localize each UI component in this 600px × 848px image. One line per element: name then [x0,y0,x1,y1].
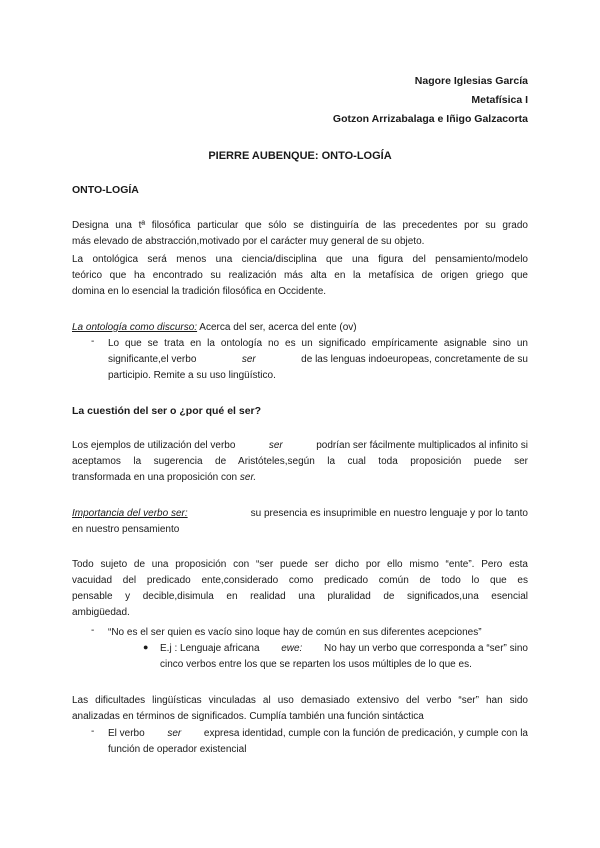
bullet-significante [108,336,528,384]
section-heading-ontologia: ONTO-LOGÍA [72,184,139,196]
text-line: ambigüedad. [72,607,130,618]
text-part: podrían ser fácilmente multiplicados al infinito si [316,440,528,451]
text-part: su presencia es insuprimible en nuestro lenguaje y por lo tanto [250,508,528,519]
bullet-verbo-ser [108,726,528,758]
paragraph-dificultades [72,693,528,725]
text-line [160,641,528,657]
page-title: PIERRE AUBENQUE: ONTO-LOGÍA [208,150,392,162]
text-part: No hay un verbo que corresponda a “ser” sino [323,643,528,654]
paragraph-ejemplos [72,438,528,486]
section-heading-cuestion: La cuestión del ser o ¿por qué el ser? [72,405,262,417]
dash-bullet: - [91,336,95,347]
text-part: E.j : Lenguaje africana [160,643,260,654]
text-part: significante,el verbo [108,354,197,365]
text-part: ser. [239,472,257,483]
text-line: función de operador existencial [108,744,247,755]
text-line: Designa una tª filosófica particular que sólo se distinguiría de las precedentes por su grado [72,220,528,231]
text-part: El verbo [108,728,145,739]
text-line: cinco verbos entre los que se reparten los usos múltiples de lo que es. [160,659,472,670]
text-part: de las lenguas indoeuropeas, concretamente de su [301,354,528,365]
importance-label: Importancia del verbo ser: [72,508,188,519]
paragraph-ontologica [72,252,528,300]
text-part: Los ejemplos de utilización del verbo [72,440,236,451]
text-part: ser [167,728,182,739]
text-line: Lo que se trata en la ontología no es un significado empíricamente asignable sino un [108,338,528,349]
teachers-names: Gotzon Arrizabalaga e Iñigo Galzacorta [332,113,528,125]
text-line: pensable y decible,disimula en realidad una pluralidad de significados,una esencial [72,591,528,602]
text-line: vacuidad del predicado ente,considerado como predicado común de todo lo que es [72,575,528,586]
text-line [72,470,528,486]
discourse-text: Acerca del ser, acerca del ente (ov) [197,322,357,333]
text-part: transformada en una proposición con [72,472,238,483]
text-line: participio. Remite a su uso lingüístico. [108,370,276,381]
quote-line: “No es el ser quien es vacío sino loque hay de común en sus diferentes acepciones” [108,627,482,638]
text-line: La ontológica será menos una ciencia/disciplina que una figura del pensamiento/modelo [72,254,528,265]
paragraph-designa [72,218,528,250]
text-line: Todo sujeto de una proposición con “ser puede ser dicho por ello mismo “ente”. Pero esta [72,559,528,570]
dash-bullet: - [91,726,95,737]
discourse-label: La ontología como discurso: [72,322,198,333]
course-name: Metafísica I [471,94,528,106]
text-line: teórico que ha encontrado su realización más alta en la metafísica de origen griego que [72,270,528,281]
paragraph-todo-sujeto [72,557,528,621]
paragraph-importancia [72,506,528,538]
text-line: Las dificultades lingüísticas vinculadas al uso demasiado extensivo del verbo “ser” han sido [72,695,528,706]
author-name: Nagore Iglesias García [414,75,528,87]
text-line [72,438,528,454]
subbullet-ewe [160,641,528,673]
text-line [108,352,528,368]
text-line: en nuestro pensamiento [72,524,180,535]
text-line [108,726,528,742]
text-part: ewe: [281,643,303,654]
text-line [72,506,528,522]
text-line: analizadas en términos de significados. Cumplía también una función sintáctica [72,711,424,722]
text-line: más elevado de abstracción,motivado por el carácter muy general de su objeto. [72,236,425,247]
text-part: ser [241,354,256,365]
dot-bullet: ● [143,642,149,652]
text-part: expresa identidad, cumple con la función de predicación, y cumple con la [203,728,528,739]
text-line: aceptamos la sugerencia de Aristóteles,según la cual toda proposición puede ser [72,456,528,467]
dash-bullet: - [91,625,95,636]
ontologia-discurso-line [72,320,528,336]
text-part: ser [268,440,283,451]
text-line: domina en lo esencial la tradición filosófica en Occidente. [72,286,327,297]
